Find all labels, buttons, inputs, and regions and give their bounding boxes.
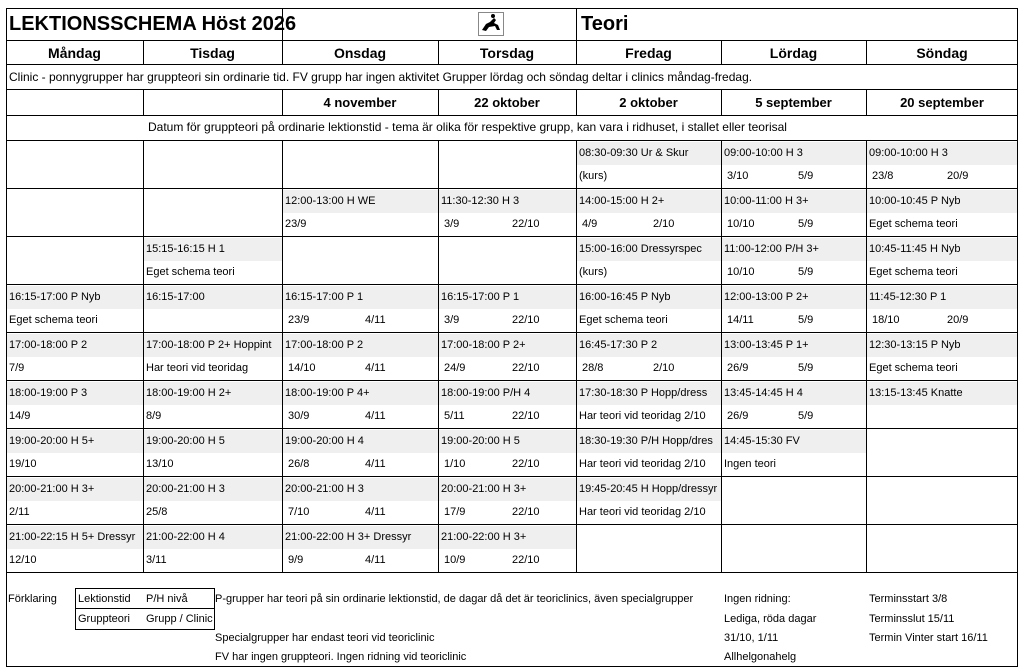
horse-rider-logo: [478, 12, 504, 36]
lesson-7-6-note: [867, 501, 1018, 524]
lesson-1-1-time: [144, 190, 282, 213]
grid-line: [576, 40, 577, 64]
grid-line: [6, 8, 1018, 9]
lesson-1-3-clinic-date: 22/10: [512, 218, 540, 230]
lesson-3-3-clinic-date: 22/10: [512, 314, 540, 326]
lesson-4-1-note: Har teori vid teoridag: [146, 362, 249, 374]
grid-line: [576, 89, 577, 115]
lesson-6-5-note: Ingen teori: [724, 458, 776, 470]
lesson-3-2-time: 16:15-17:00 P 1: [283, 286, 438, 309]
lesson-7-0-time: 20:00-21:00 H 3+: [7, 478, 143, 501]
grid-line: [576, 8, 577, 40]
lesson-8-1-time: 21:00-22:00 H 4: [144, 526, 282, 549]
lesson-4-5-date: 26/9: [727, 362, 749, 374]
grid-line: [866, 140, 867, 572]
lesson-7-2-clinic-date: 4/11: [365, 506, 386, 518]
lesson-1-0-note: [7, 213, 143, 236]
lesson-5-5-date: 26/9: [727, 410, 749, 422]
lesson-7-5-time: [722, 478, 866, 501]
lesson-1-5-date: 10/10: [727, 218, 755, 230]
grid-line: [721, 40, 722, 64]
lesson-5-2-time: 18:00-19:00 P 4+: [283, 382, 438, 405]
grid-line: [6, 8, 7, 666]
lesson-5-4-time: 17:30-18:30 P Hopp/dress: [577, 382, 721, 405]
lesson-3-2-clinic-date: 4/11: [365, 314, 386, 326]
day-header-5: Lördag: [769, 45, 818, 61]
lesson-8-5-note: [722, 549, 866, 572]
lesson-4-5-clinic-date: 5/9: [798, 362, 814, 374]
lesson-3-5-date: 14/11: [727, 314, 754, 326]
legend-lektionstid: Lektionstid: [78, 593, 131, 605]
lesson-1-4-date: 4/9: [582, 218, 598, 230]
lesson-3-5-clinic-date: 5/9: [798, 314, 814, 326]
grid-line: [6, 572, 1018, 573]
lesson-4-1-time: 17:00-18:00 P 2+ Hoppint: [144, 334, 282, 357]
lesson-2-1-note: Eget schema teori: [146, 266, 235, 278]
clinic-date-5: 5 september: [755, 95, 832, 110]
grid-line: [721, 89, 722, 115]
schedule-sheet: [6, 8, 1018, 666]
lesson-3-5-time: 12:00-13:00 P 2+: [722, 286, 866, 309]
lesson-6-5-time: 14:45-15:30 FV: [722, 430, 866, 453]
lesson-5-0-time: 18:00-19:00 P 3: [7, 382, 143, 405]
day-header-1: Tisdag: [190, 45, 235, 61]
lesson-0-5-date: 3/10: [727, 170, 749, 182]
legend-text-3: FV har ingen gruppteori. Ingen ridning vid teoriclinic: [215, 651, 467, 663]
lesson-4-3-time: 17:00-18:00 P 2+: [439, 334, 576, 357]
lesson-8-4-time: [577, 526, 721, 549]
lesson-0-4-note: (kurs): [579, 170, 608, 182]
lesson-3-3-time: 16:15-17:00 P 1: [439, 286, 576, 309]
lesson-4-5-time: 13:00-13:45 P 1+: [722, 334, 866, 357]
lesson-1-1-note: [144, 213, 282, 236]
grid-line: [6, 115, 1018, 116]
lesson-6-6-note: [867, 453, 1018, 476]
lesson-6-0-note: 19/10: [9, 458, 37, 470]
grid-line: [282, 89, 283, 115]
lesson-2-2-time: [283, 238, 438, 261]
grid-line: [438, 89, 439, 115]
lesson-7-3-time: 20:00-21:00 H 3+: [439, 478, 576, 501]
lesson-0-2-time: [283, 142, 438, 165]
lesson-6-3-time: 19:00-20:00 H 5: [439, 430, 576, 453]
lesson-3-1-time: 16:15-17:00: [144, 286, 282, 309]
datum-note: Datum för gruppteori på ordinarie lektionstid - tema är olika för respektive grupp, kan vara i ridhuset, i stallet eller teorisal: [148, 120, 787, 134]
grid-line: [143, 140, 144, 572]
lesson-2-5-time: 11:00-12:00 P/H 3+: [722, 238, 866, 261]
lesson-8-3-clinic-date: 22/10: [512, 554, 540, 566]
lesson-2-0-note: [7, 261, 143, 284]
page-subtitle: Teori: [581, 13, 629, 35]
lesson-1-6-time: 10:00-10:45 P Nyb: [867, 190, 1018, 213]
legend-label: Förklaring: [8, 593, 57, 605]
lesson-7-5-note: [722, 501, 866, 524]
day-header-4: Fredag: [625, 45, 672, 61]
grid-line: [866, 89, 867, 115]
lesson-4-0-time: 17:00-18:00 P 2: [7, 334, 143, 357]
lesson-2-2-note: [283, 261, 438, 284]
lesson-6-1-note: 13/10: [146, 458, 174, 470]
lesson-1-4-time: 14:00-15:00 H 2+: [577, 190, 721, 213]
lesson-2-4-time: 15:00-16:00 Dressyrspec: [577, 238, 721, 261]
lesson-6-0-time: 19:00-20:00 H 5+: [7, 430, 143, 453]
lesson-6-6-time: [867, 430, 1018, 453]
lesson-7-2-time: 20:00-21:00 H 3: [283, 478, 438, 501]
lesson-4-2-date: 14/10: [288, 362, 316, 374]
lesson-4-6-time: 12:30-13:15 P Nyb: [867, 334, 1018, 357]
lesson-8-6-note: [867, 549, 1018, 572]
lesson-3-6-date: 18/10: [872, 314, 900, 326]
lesson-2-3-time: [439, 238, 576, 261]
lesson-8-3-time: 21:00-22:00 H 3+: [439, 526, 576, 549]
lesson-2-3-note: [439, 261, 576, 284]
no-riding-reason: Allhelgonahelg: [724, 651, 797, 663]
lesson-5-2-date: 30/9: [288, 410, 310, 422]
no-riding-holidays: Lediga, röda dagar: [724, 613, 817, 625]
clinic-date-4: 2 oktober: [619, 95, 678, 110]
lesson-6-4-note: Har teori vid teoridag 2/10: [579, 458, 706, 470]
lesson-8-2-time: 21:00-22:00 H 3+ Dressyr: [283, 526, 438, 549]
lesson-4-4-time: 16:45-17:30 P 2: [577, 334, 721, 357]
grid-line: [866, 40, 867, 64]
grid-line: [721, 140, 722, 572]
lesson-2-4-note: (kurs): [579, 266, 608, 278]
lesson-5-1-time: 18:00-19:00 H 2+: [144, 382, 282, 405]
lesson-5-5-time: 13:45-14:45 H 4: [722, 382, 866, 405]
lesson-7-1-time: 20:00-21:00 H 3: [144, 478, 282, 501]
schedule-title: LEKTIONSSCHEMA Höst 2026: [9, 13, 297, 35]
lesson-8-0-time: 21:00-22:15 H 5+ Dressyr: [7, 526, 143, 549]
lesson-1-2-time: 12:00-13:00 H WE: [283, 190, 438, 213]
lesson-0-3-note: [439, 165, 576, 188]
lesson-2-5-clinic-date: 5/9: [798, 266, 814, 278]
grid-line: [438, 140, 439, 572]
lesson-3-1-note: [144, 309, 282, 332]
clinic-date-2: 4 november: [323, 95, 397, 110]
lesson-3-4-note: Eget schema teori: [579, 314, 668, 326]
lesson-1-5-clinic-date: 5/9: [798, 218, 814, 230]
lesson-1-5-time: 10:00-11:00 H 3+: [722, 190, 866, 213]
lesson-7-4-time: 19:45-20:45 H Hopp/dressyr: [577, 478, 721, 501]
grid-line: [143, 89, 144, 115]
lesson-8-4-note: [577, 549, 721, 572]
day-header-6: Söndag: [916, 45, 968, 61]
grid-line: [143, 40, 144, 64]
lesson-8-3-date: 10/9: [444, 554, 466, 566]
lesson-2-0-time: [7, 238, 143, 261]
lesson-4-4-date: 28/8: [582, 362, 604, 374]
lesson-0-5-clinic-date: 5/9: [798, 170, 814, 182]
lesson-6-4-time: 18:30-19:30 P/H Hopp/dres: [577, 430, 721, 453]
lesson-1-0-time: [7, 190, 143, 213]
lesson-3-6-clinic-date: 20/9: [947, 314, 969, 326]
lesson-5-4-note: Har teori vid teoridag 2/10: [579, 410, 706, 422]
clinic-date-0: [6, 92, 143, 114]
lesson-6-2-date: 26/8: [288, 458, 310, 470]
lesson-3-3-date: 3/9: [444, 314, 460, 326]
lesson-5-3-date: 5/11: [444, 410, 465, 422]
lesson-7-6-time: [867, 478, 1018, 501]
lesson-7-0-note: 2/11: [9, 506, 30, 518]
lesson-3-0-time: 16:15-17:00 P Nyb: [7, 286, 143, 309]
lesson-5-6-time: 13:15-13:45 Knatte: [867, 382, 1018, 405]
lesson-8-6-time: [867, 526, 1018, 549]
lesson-0-0-time: [7, 142, 143, 165]
lesson-0-5-time: 09:00-10:00 H 3: [722, 142, 866, 165]
lesson-4-0-note: 7/9: [9, 362, 25, 374]
lesson-2-5-date: 10/10: [727, 266, 755, 278]
lesson-1-3-date: 3/9: [444, 218, 460, 230]
no-riding-dates: 31/10, 1/11: [724, 632, 779, 644]
lesson-1-2-note: 23/9: [285, 218, 307, 230]
lesson-8-2-clinic-date: 4/11: [365, 554, 386, 566]
legend-nivå: P/H nivå: [146, 593, 188, 605]
lesson-6-1-time: 19:00-20:00 H 5: [144, 430, 282, 453]
day-header-2: Onsdag: [333, 45, 387, 61]
lesson-0-1-time: [144, 142, 282, 165]
winter-term-start: Termin Vinter start 16/11: [869, 632, 988, 644]
legend-text-1: P-grupper har teori på sin ordinarie lektionstid, de dagar då det är teoriclinics, även specialgrupper: [215, 593, 694, 605]
lesson-7-4-note: Har teori vid teoridag 2/10: [579, 506, 706, 518]
lesson-5-0-note: 14/9: [9, 410, 31, 422]
lesson-0-6-clinic-date: 20/9: [947, 170, 969, 182]
lesson-0-6-date: 23/8: [872, 170, 894, 182]
lesson-5-3-time: 18:00-19:00 P/H 4: [439, 382, 576, 405]
grid-line: [576, 140, 577, 572]
lesson-4-2-time: 17:00-18:00 P 2: [283, 334, 438, 357]
lesson-5-2-clinic-date: 4/11: [365, 410, 386, 422]
lesson-7-3-date: 17/9: [444, 506, 466, 518]
legend-grupp-clinic: Grupp / Clinic: [146, 613, 213, 625]
lesson-2-6-note: Eget schema teori: [869, 266, 958, 278]
grid-line: [6, 64, 1018, 65]
day-header-0: Måndag: [48, 45, 101, 61]
lesson-6-3-date: 1/10: [444, 458, 466, 470]
lesson-0-4-time: 08:30-09:30 Ur & Skur: [577, 142, 721, 165]
lesson-8-5-time: [722, 526, 866, 549]
lesson-2-1-time: 15:15-16:15 H 1: [144, 238, 282, 261]
grid-line: [1017, 8, 1018, 666]
lesson-6-2-time: 19:00-20:00 H 4: [283, 430, 438, 453]
grid-line: [6, 666, 1018, 667]
lesson-0-6-time: 09:00-10:00 H 3: [867, 142, 1018, 165]
clinic-date-1: [143, 92, 282, 114]
lesson-8-0-note: 12/10: [9, 554, 37, 566]
lesson-4-3-date: 24/9: [444, 362, 466, 374]
lesson-6-2-clinic-date: 4/11: [365, 458, 386, 470]
lesson-8-2-date: 9/9: [288, 554, 304, 566]
lesson-3-4-time: 16:00-16:45 P Nyb: [577, 286, 721, 309]
lesson-0-3-time: [439, 142, 576, 165]
lesson-4-2-clinic-date: 4/11: [365, 362, 386, 374]
lesson-4-3-clinic-date: 22/10: [512, 362, 540, 374]
lesson-3-2-date: 23/9: [288, 314, 310, 326]
lesson-5-6-note: [867, 405, 1018, 428]
lesson-6-3-clinic-date: 22/10: [512, 458, 540, 470]
lesson-3-0-note: Eget schema teori: [9, 314, 98, 326]
lesson-8-1-note: 3/11: [146, 554, 167, 566]
legend-text-2: Specialgrupper har endast teori vid teoriclinic: [215, 632, 435, 644]
legend-gruppteori: Gruppteori: [78, 613, 130, 625]
lesson-1-4-clinic-date: 2/10: [653, 218, 675, 230]
term-start: Terminsstart 3/8: [869, 593, 948, 605]
lesson-5-5-clinic-date: 5/9: [798, 410, 814, 422]
term-end: Terminsslut 15/11: [869, 613, 955, 625]
grid-line: [282, 8, 283, 40]
clinic-note: Clinic - ponnygrupper har gruppteori sin ordinarie tid. FV grupp har ingen aktivitet Grupper lördag och söndag deltar i clinics måndag-fredag.: [9, 70, 753, 84]
clinic-date-3: 22 oktober: [474, 95, 540, 110]
lesson-5-1-note: 8/9: [146, 410, 162, 422]
lesson-2-6-time: 10:45-11:45 H Nyb: [867, 238, 1018, 261]
grid-line: [438, 40, 439, 64]
lesson-1-3-time: 11:30-12:30 H 3: [439, 190, 576, 213]
lesson-1-6-note: Eget schema teori: [869, 218, 958, 230]
lesson-7-3-clinic-date: 22/10: [512, 506, 540, 518]
lesson-4-6-note: Eget schema teori: [869, 362, 958, 374]
lesson-7-2-date: 7/10: [288, 506, 310, 518]
lesson-7-1-note: 25/8: [146, 506, 168, 518]
lesson-0-0-note: [7, 165, 143, 188]
lesson-0-2-note: [283, 165, 438, 188]
clinic-date-6: 20 september: [900, 95, 984, 110]
grid-line: [282, 140, 283, 572]
lesson-4-4-clinic-date: 2/10: [653, 362, 675, 374]
lesson-5-3-clinic-date: 22/10: [512, 410, 540, 422]
lesson-0-1-note: [144, 165, 282, 188]
no-riding-label: Ingen ridning:: [724, 593, 791, 605]
grid-line: [282, 40, 283, 64]
day-header-3: Torsdag: [479, 45, 535, 61]
lesson-3-6-time: 11:45-12:30 P 1: [867, 286, 1018, 309]
